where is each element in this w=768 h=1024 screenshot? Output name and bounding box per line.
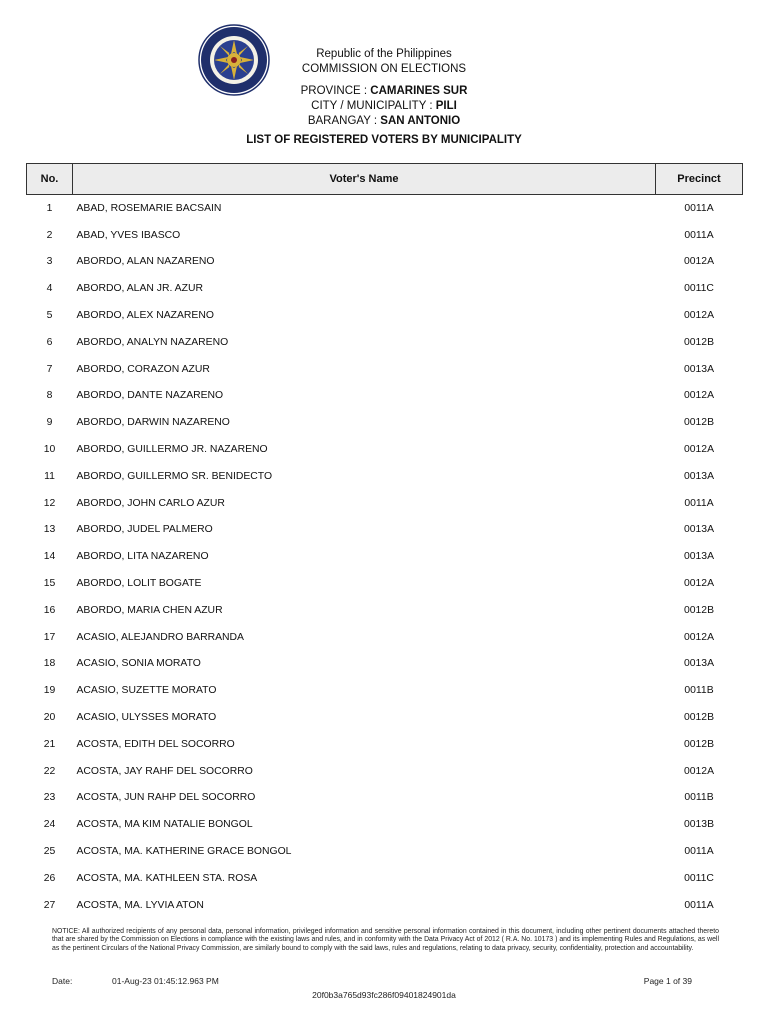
voter-name: ACOSTA, MA. LYVIA ATON bbox=[76, 899, 204, 911]
document-title: LIST OF REGISTERED VOTERS BY MUNICIPALITY bbox=[246, 134, 522, 146]
row-number: 16 bbox=[43, 604, 56, 616]
precinct-code: 0012B bbox=[683, 738, 715, 750]
row-number: 12 bbox=[43, 497, 56, 509]
voter-name: ACOSTA, JUN RAHP DEL SOCORRO bbox=[76, 792, 256, 804]
row-number: 24 bbox=[43, 819, 56, 831]
row-number: 18 bbox=[43, 658, 56, 670]
precinct-code: 0012A bbox=[683, 390, 715, 402]
table-row bbox=[27, 302, 743, 329]
table-row bbox=[27, 249, 743, 276]
precinct-code: 0013A bbox=[683, 470, 715, 482]
table-row bbox=[27, 677, 743, 704]
table-row bbox=[27, 892, 743, 919]
voter-name: ACOSTA, MA KIM NATALIE BONGOL bbox=[76, 819, 253, 831]
precinct-code: 0012A bbox=[683, 444, 715, 456]
voter-name: ACOSTA, MA. KATHLEEN STA. ROSA bbox=[76, 872, 258, 884]
voter-name: ABAD, ROSEMARIE BACSAIN bbox=[76, 202, 222, 214]
barangay-line bbox=[0, 115, 768, 127]
table-row bbox=[27, 409, 743, 436]
voter-name: ACASIO, SONIA MORATO bbox=[76, 658, 201, 670]
privacy-notice: NOTICE: All authorized recipients of any personal data, personal information, privileged information and sensitive personal information contained in this document, including other pertinent documents attached thereto that are shared by the Commission on Elections in compliance with the existing laws and rules, and in conformity with the Data Privacy Act of 2012 ( R.A. No. 10173 ) and its implementing Rules and Regulations, as well as the pertinent Circulars of the National Privacy Commission, are similarly bound to comply with the said laws, rules and regulations, relating to data privacy, security, confidentiality, protection and accountability. bbox=[52, 928, 719, 952]
voter-name: ABORDO, LITA NAZARENO bbox=[76, 551, 209, 563]
row-number: 21 bbox=[43, 738, 56, 750]
precinct-code: 0012A bbox=[683, 578, 715, 590]
row-number: 11 bbox=[44, 470, 55, 482]
city-value: PILI bbox=[435, 100, 457, 112]
table-row bbox=[27, 785, 743, 812]
province-value: CAMARINES SUR bbox=[370, 85, 468, 97]
table-row bbox=[27, 838, 743, 865]
row-number: 5 bbox=[46, 310, 53, 322]
print-date: 01-Aug-23 01:45:12.963 PM bbox=[112, 976, 219, 986]
row-number: 2 bbox=[46, 229, 53, 241]
page-number: Page 1 of 39 bbox=[643, 976, 692, 986]
row-number: 4 bbox=[46, 283, 53, 295]
column-header-no: No. bbox=[27, 164, 73, 195]
table-row bbox=[27, 758, 743, 785]
precinct-code: 0012B bbox=[683, 336, 715, 348]
voter-name: ACASIO, ALEJANDRO BARRANDA bbox=[76, 631, 244, 643]
voter-name: ABORDO, JOHN CARLO AZUR bbox=[76, 497, 225, 509]
voter-name: ABORDO, CORAZON AZUR bbox=[76, 363, 210, 375]
city-label: CITY / MUNICIPALITY : bbox=[311, 100, 436, 112]
voter-name: ACASIO, SUZETTE MORATO bbox=[76, 685, 217, 697]
voter-name: ABORDO, DANTE NAZARENO bbox=[76, 390, 224, 402]
voter-name: ACOSTA, JAY RAHF DEL SOCORRO bbox=[76, 765, 253, 777]
voter-name: ABORDO, ANALYN NAZARENO bbox=[76, 336, 229, 348]
precinct-code: 0012B bbox=[683, 604, 715, 616]
table-row bbox=[27, 570, 743, 597]
table-row bbox=[27, 811, 743, 838]
row-number: 15 bbox=[43, 578, 56, 590]
precinct-code: 0012A bbox=[683, 310, 715, 322]
table-row bbox=[27, 865, 743, 892]
precinct-code: 0011A bbox=[684, 846, 714, 858]
voter-name: ABORDO, GUILLERMO JR. NAZARENO bbox=[76, 444, 268, 456]
precinct-code: 0011C bbox=[684, 872, 714, 884]
table-row bbox=[27, 463, 743, 490]
voter-name: ACASIO, ULYSSES MORATO bbox=[76, 712, 217, 724]
table-row bbox=[27, 651, 743, 678]
voter-name: ABAD, YVES IBASCO bbox=[76, 229, 181, 241]
voters-table-body bbox=[27, 195, 743, 919]
agency-label: COMMISSION ON ELECTIONS bbox=[301, 63, 467, 75]
row-number: 8 bbox=[46, 390, 53, 402]
precinct-code: 0012A bbox=[683, 765, 715, 777]
voter-name: ACOSTA, MA. KATHERINE GRACE BONGOL bbox=[76, 846, 292, 858]
row-number: 6 bbox=[46, 336, 53, 348]
precinct-code: 0013B bbox=[683, 819, 715, 831]
row-number: 26 bbox=[43, 872, 56, 884]
row-number: 3 bbox=[46, 256, 53, 268]
voter-name: ABORDO, ALAN NAZARENO bbox=[76, 256, 215, 268]
table-row bbox=[27, 624, 743, 651]
column-header-name: Voter's Name bbox=[73, 164, 656, 195]
precinct-code: 0011A bbox=[684, 899, 714, 911]
table-row bbox=[27, 490, 743, 517]
table-row bbox=[27, 543, 743, 570]
voter-name: ABORDO, DARWIN NAZARENO bbox=[76, 417, 230, 429]
precinct-code: 0013A bbox=[683, 363, 715, 375]
barangay-value: SAN ANTONIO bbox=[380, 115, 461, 127]
precinct-code: 0011B bbox=[684, 792, 714, 804]
precinct-code: 0013A bbox=[683, 524, 715, 536]
table-row bbox=[27, 275, 743, 302]
row-number: 19 bbox=[43, 685, 56, 697]
table-row bbox=[27, 517, 743, 544]
table-row bbox=[27, 597, 743, 624]
barangay-label: BARANGAY : bbox=[307, 115, 381, 127]
row-number: 1 bbox=[46, 202, 53, 214]
table-header-row bbox=[27, 164, 743, 195]
voter-name: ABORDO, ALEX NAZARENO bbox=[76, 310, 214, 322]
precinct-code: 0011C bbox=[684, 283, 714, 295]
voter-name: ACOSTA, EDITH DEL SOCORRO bbox=[76, 738, 235, 750]
precinct-code: 0011B bbox=[684, 685, 714, 697]
row-number: 23 bbox=[43, 792, 56, 804]
row-number: 20 bbox=[43, 712, 56, 724]
province-label: PROVINCE : bbox=[300, 85, 371, 97]
precinct-code: 0011A bbox=[684, 497, 714, 509]
voter-name: ABORDO, GUILLERMO SR. BENIDECTO bbox=[76, 470, 273, 482]
precinct-code: 0012A bbox=[683, 631, 715, 643]
precinct-code: 0011A bbox=[684, 202, 714, 214]
voter-name: ABORDO, MARIA CHEN AZUR bbox=[76, 604, 223, 616]
row-number: 7 bbox=[46, 363, 53, 375]
row-number: 10 bbox=[43, 444, 56, 456]
republic-label: Republic of the Philippines bbox=[316, 48, 452, 60]
table-row bbox=[27, 436, 743, 463]
voter-name: ABORDO, JUDEL PALMERO bbox=[76, 524, 213, 536]
precinct-code: 0012A bbox=[683, 256, 715, 268]
table-row bbox=[27, 222, 743, 249]
table-row bbox=[27, 356, 743, 383]
table-row bbox=[27, 704, 743, 731]
row-number: 27 bbox=[43, 899, 56, 911]
row-number: 13 bbox=[43, 524, 56, 536]
voters-table bbox=[26, 163, 743, 919]
table-row bbox=[27, 731, 743, 758]
table-row bbox=[27, 195, 743, 222]
row-number: 22 bbox=[43, 765, 56, 777]
city-line bbox=[0, 100, 768, 112]
precinct-code: 0011A bbox=[684, 229, 714, 241]
document-hash: 20f0b3a765d93fc286f09401824901da bbox=[312, 990, 456, 1000]
row-number: 17 bbox=[43, 631, 56, 643]
precinct-code: 0012B bbox=[683, 417, 715, 429]
precinct-code: 0013A bbox=[683, 658, 715, 670]
precinct-code: 0012B bbox=[683, 712, 715, 724]
precinct-code: 0013A bbox=[683, 551, 715, 563]
date-label: Date: bbox=[52, 976, 73, 986]
column-header-precinct: Precinct bbox=[656, 164, 743, 195]
row-number: 25 bbox=[43, 846, 56, 858]
row-number: 14 bbox=[43, 551, 56, 563]
province-line bbox=[0, 85, 768, 97]
table-row bbox=[27, 329, 743, 356]
voter-name: ABORDO, ALAN JR. AZUR bbox=[76, 283, 203, 295]
table-row bbox=[27, 383, 743, 410]
voter-name: ABORDO, LOLIT BOGATE bbox=[76, 578, 202, 590]
row-number: 9 bbox=[46, 417, 53, 429]
